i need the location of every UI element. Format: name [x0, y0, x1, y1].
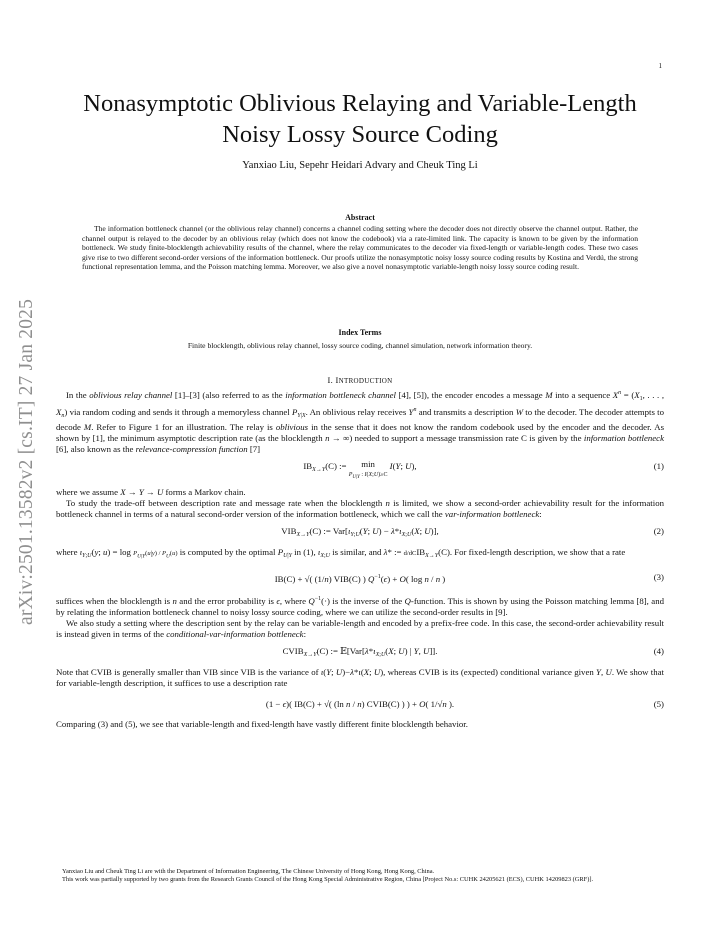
intro-paragraph-4: where $\iota_{Y;U}(y$; $u) = \log P_{U|Y}(u|y) / P_U(u)$ is computed by the optimal $P_{U|Y}$ in (1), $\iota_{X;U}$ is similar, and λ* := d/dCIB$_{X\to Y}$(C). For fixed-length description, we show that a rate	[56, 547, 626, 560]
intro-paragraph-2: where we assume X → Y → U forms a Markov chain.	[56, 487, 246, 498]
equation-5: (1 − ϵ)( IB(C) + √( (ln n / n) CVIB(C) ) ) + O( 1/√n ). (5)	[56, 696, 664, 712]
footnotes	[56, 868, 664, 884]
abstract-body: The information bottleneck channel (or the oblivious relay channel) concerns a channel coding setting where the decoder does not directly observe the channel output. Rather, the channel output is relayed to the decoder by an oblivious relay (which does not know the codebook) via a rate-limited link. The capacity is known to be given by the information bottleneck. We study finite-blocklength achievability results of the channel, where the relay communicates to the decoder via fixed-length or variable-length codes. These two cases give rise to two different second-order versions of the information bottleneck. Our proofs utilize the nonasymptotic noisy lossy source coding results by Kostina and Verdú, the strong functional representation lemma, and the Poisson matching lemma. Moreover, we also give a novel nonasymptotic variable-length noisy lossy source coding result.	[82, 224, 638, 272]
intro-paragraph-3: To study the trade-off between description rate and message rate when the blocklength n is limited, we show a second-order achievability result for the information bottleneck channel in terms of a natural second-order version of the information bottleneck, which we call the var-information bottleneck:	[56, 498, 664, 520]
footnote-affiliation: Yanxiao Liu and Cheuk Ting Li are with the Department of Information Engineering, The Chinese University of Hong Kong, Hong Kong, China.	[62, 868, 435, 875]
body-text	[56, 388, 664, 730]
abstract-heading: Abstract	[345, 213, 375, 222]
equation-number: (5)	[653, 699, 664, 710]
index-terms-body: Finite blocklength, oblivious relay channel, lossy source coding, channel simulation, network information theory.	[187, 341, 533, 350]
intro-paragraph-5: suffices when the blocklength is n and the error probability is ϵ, where $Q^{-1}(\cdot)$ is the inverse of the Q-function. This is shown by using the Poisson matching lemma [8], and by relating the information bottleneck channel to noisy lossy source coding, where we can utilize the second-order results in [9].	[56, 596, 664, 618]
equation-3: IB(C) + √( (1/n) VIB(C) ) $Q^{-1}(\epsilon) + O$( log n / n ) (3)	[56, 569, 664, 587]
intro-paragraph-1: In the oblivious relay channel [1]–[3] (also referred to as the information bottleneck channel [4], [5]), the encoder encodes a message M into a sequence $X^n = (X_1$, . . . , $X_n$) via random coding and sends it through a memoryless channel $P_{Y|X}$. An oblivious relay receives $Y^n$ and transmits a description W to the decoder. The decoder attempts to decode M. Refer to Figure 1 for an illustration. The relay is oblivious in the sense that it does not know the random codebook used by the encoder and the decoder. As shown by [1], the minimum asymptotic description rate (as the blocklength n → ∞) needed to support a message transmission rate C is given by the information bottleneck [6], also known as the relevance-compression function [7]	[56, 390, 665, 454]
intro-paragraph-8: Comparing (3) and (5), we see that variable-length and fixed-length have vastly different finite blocklength behavior.	[56, 719, 468, 730]
equation-4: $CVIB_{X\to Y}(C)$ := $𝔼[Var[\lambda*\iota_{X;U}(X$; U) | Y, U]]. (4)	[282, 646, 664, 659]
section-heading	[60, 375, 660, 385]
equation-number: (3)	[653, 572, 664, 583]
equation-2: $VIB_{X\to Y}(C)$ := $Var[\iota_{Y;U}(Y$; $U) - \lambda*\iota_{X;U}(X$; U)], (2)	[281, 526, 664, 539]
page-number: 1	[658, 62, 662, 70]
equation-number: (1)	[653, 461, 664, 471]
intro-paragraph-7: Note that CVIB is generally smaller than VIB since VIB is the variance of ι(Y; U)−λ*ι(X; U), whereas CVIB is its (expected) conditional variance given Y, U. We show that for variable-length description, it suffices to use a description rate	[56, 667, 665, 689]
arxiv-identifier-stamp: arXiv:2501.13582v2 [cs.IT] 27 Jan 2025	[16, 298, 37, 626]
equation-1: $IB_{X\to Y}(C)$ := min $P_{U|Y}$ : I(X;U)≥C I(Y; U), (1)	[303, 459, 664, 481]
equation-number: (4)	[653, 646, 664, 657]
footnote-funding: This work was partially supported by two grants from the Research Grants Council of the Hong Kong Special Administrative Region, China [Project No.s: CUHK 24205621 (ECS), CUHK 14209823 (GRF)].	[62, 876, 594, 884]
author-list: Yanxiao Liu, Sepehr Heidari Advary and Cheuk Ting Li	[242, 160, 478, 171]
equation-number: (2)	[653, 526, 664, 537]
intro-paragraph-6: We also study a setting where the description sent by the relay can be variable-length and encoded by a prefix-free code. In this case, the second-order achievability result is instead given in terms of the conditional-var-information bottleneck:	[56, 618, 664, 640]
section-numeral: I.	[327, 375, 334, 385]
paper-title: Nonasymptotic Oblivious Relaying and Variable-Length Noisy Lossy Source Coding	[83, 90, 637, 148]
index-terms-heading: Index Terms	[338, 328, 382, 337]
section-title: INTRODUCTION	[335, 375, 393, 385]
